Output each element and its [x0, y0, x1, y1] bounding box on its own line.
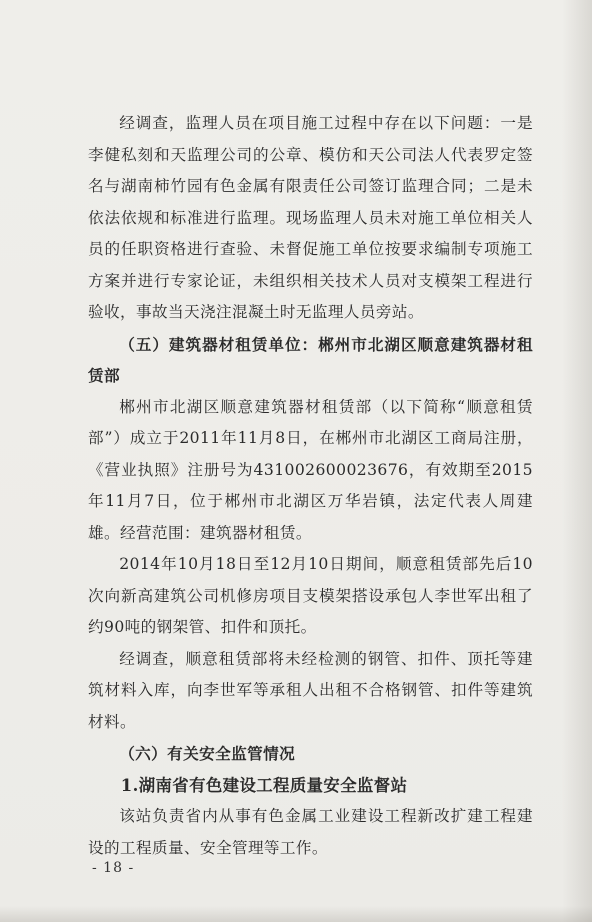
subheading-supervision-station: 1.湖南省有色建设工程质量安全监督站: [120, 775, 408, 795]
paragraph-rental-company-info: 郴州市北湖区顺意建筑器材租赁部（以下简称“顺意租赁部”）成立于2011年11月8日，在郴州市北湖区工商局注册，《营业执照》注册号为431002600023676，有效期至2015年11月7日，位于郴州市北湖区万华岩镇，法定代表人周建雄。经营范围：建筑器材租赁。: [88, 397, 533, 542]
paragraph-supervision-findings: 经调查，监理人员在项目施工过程中存在以下问题：一是李健私刻和天监理公司的公章、模仿和天公司法人代表罗定签名与湖南柿竹园有色金属有限责任公司签订监理合同；二是未依法依规和标准进行监理。现场监理人员未对施工单位相关人员的任职资格进行查验、未督促施工单位按要求编制专项施工方案并进行专家论证，未组织相关技术人员对支模架工程进行验收，事故当天浇注混凝土时无监理人员旁站。: [88, 114, 533, 321]
section-heading-safety-supervision: （六）有关安全监管情况: [119, 744, 296, 763]
paragraph-rental-findings: 经调查，顺意租赁部将未经检测的钢管、扣件、顶托等建筑材料入库，向李世军等承租人出租不合格钢管、扣件等建筑材料。: [88, 649, 533, 731]
page-bottom-edge: [0, 906, 592, 922]
paragraph-station-duties: 该站负责省内从事有色金属工业建设工程新改扩建工程建设的工程质量、安全管理等工作。: [88, 807, 533, 857]
paragraph-rental-period: 2014年10月18日至12月10日期间，顺意租赁部先后10次向新高建筑公司机修房项目支模架搭设承包人李世军出租了约90吨的钢架管、扣件和顶托。: [88, 555, 533, 636]
page-number: - 18 -: [92, 860, 135, 876]
document-body: [88, 108, 533, 864]
page-edge-shadow: [562, 0, 592, 922]
section-heading-equipment-rental: （五）建筑器材租赁单位：郴州市北湖区顺意建筑器材租赁部: [88, 334, 533, 385]
